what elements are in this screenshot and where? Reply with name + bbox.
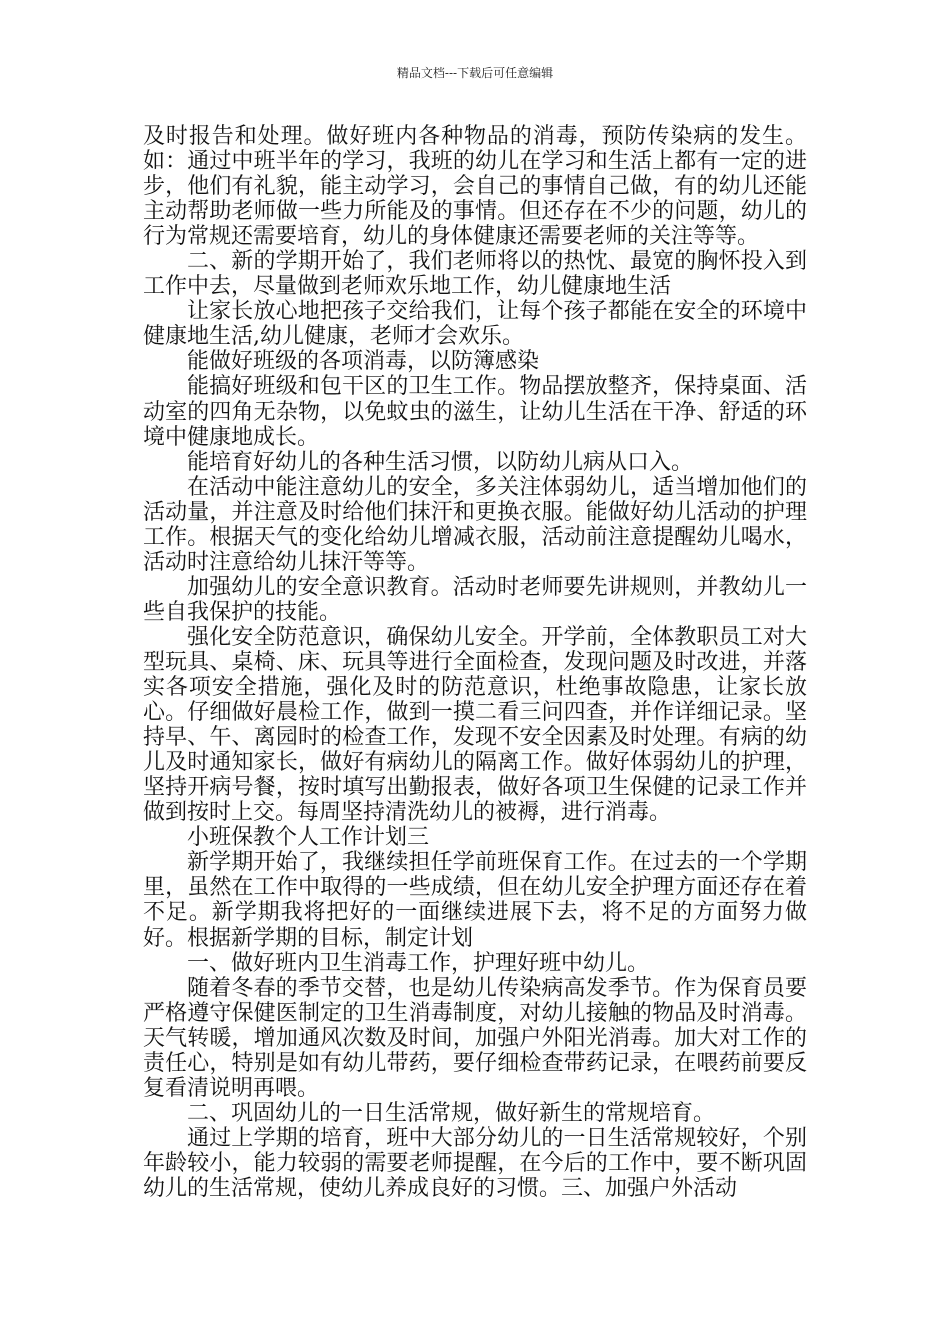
paragraph: 强化安全防范意识，确保幼儿安全。开学前，全体教职员工对大型玩具、桌椅、床、玩具等进行全面检查，发现问题及时改进，并落实各项安全措施，强化及时的防范意识，杜绝事故隐患，让家长放心。仔细做好晨检工作，做到一摸二看三问四查，并作详细记录。坚持早、午、离园时的检查工作，发现不安全因素及时处理。有病的幼儿及时通知家长，做好有病幼儿的隔离工作。做好体弱幼儿的护理，坚持开病号餐，按时填写出勤报表，做好各项卫生保健的记录工作并做到按时上交。每周坚持清洗幼儿的被褥，进行消毒。 xyxy=(143,624,807,826)
page-header: 精品文档---下载后可任意编辑 xyxy=(396,66,554,80)
section-heading: 二、巩固幼儿的一日生活常规，做好新生的常规培育。 xyxy=(187,1100,716,1126)
paragraph: 通过上学期的培育，班中大部分幼儿的一日生活常规较好，个别年龄较小，能力较弱的需要老师提醒，在今后的工作中，要不断巩固幼儿的生活常规，使幼儿养成良好的习惯。三、加强户外活动 xyxy=(143,1125,807,1201)
paragraph: 及时报告和处理。做好班内各种物品的消毒，预防传染病的发生。如：通过中班半年的学习，我班的幼儿在学习和生活上都有一定的进步，他们有礼貌，能主动学习，会自己的事情自己做，有的幼儿还能主动帮助老师做一些力所能及的事情。但还存在不少的问题，幼儿的行为常规还需要培育，幼儿的身体健康还需要老师的关注等等。 xyxy=(143,124,807,250)
paragraph: 二、新的学期开始了，我们老师将以的热忱、最宽的胸怀投入到工作中去，尽量做到老师欢乐地工作，幼儿健康地生活 xyxy=(143,249,807,300)
section-title: 小班保教个人工作计划三 xyxy=(187,825,430,851)
paragraph: 能做好班级的各项消毒，以防簿感染 xyxy=(187,349,540,375)
paragraph: 在活动中能注意幼儿的安全，多关注体弱幼儿，适当增加他们的活动量，并注意及时给他们抹汗和更换衣服。能做好幼儿活动的护理工作。根据天气的变化给幼儿增减衣服，活动前注意提醒幼儿喝水，活动时注意给幼儿抹汗等等。 xyxy=(143,474,807,575)
paragraph: 能培育好幼儿的各种生活习惯，以防幼儿病从口入。 xyxy=(187,449,694,475)
section-heading: 一、做好班内卫生消毒工作，护理好班中幼儿。 xyxy=(187,950,650,976)
paragraph: 随着冬春的季节交替，也是幼儿传染病高发季节。作为保育员要严格遵守保健医制定的卫生消毒制度，对幼儿接触的物品及时消毒。天气转暖，增加通风次数及时间，加强户外阳光消毒。加大对工作的责任心，特别是如有幼儿带药，要仔细检查带药记录，在喂药前要反复看清说明再喂。 xyxy=(143,975,807,1101)
paragraph: 能搞好班级和包干区的卫生工作。物品摆放整齐，保持桌面、活动室的四角无杂物，以免蚊虫的滋生，让幼儿生活在干净、舒适的环境中健康地成长。 xyxy=(143,374,807,450)
document-body xyxy=(143,124,807,1201)
paragraph: 加强幼儿的安全意识教育。活动时老师要先讲规则，并教幼儿一些自我保护的技能。 xyxy=(143,574,807,625)
paragraph: 让家长放心地把孩子交给我们，让每个孩子都能在安全的环境中健康地生活,幼儿健康，老师才会欢乐。 xyxy=(143,299,807,350)
paragraph: 新学期开始了，我继续担任学前班保育工作。在过去的一个学期里，虽然在工作中取得的一些成绩，但在幼儿安全护理方面还存在着不足。新学期我将把好的一面继续进展下去，将不足的方面努力做好。根据新学期的目标，制定计划 xyxy=(143,850,807,951)
